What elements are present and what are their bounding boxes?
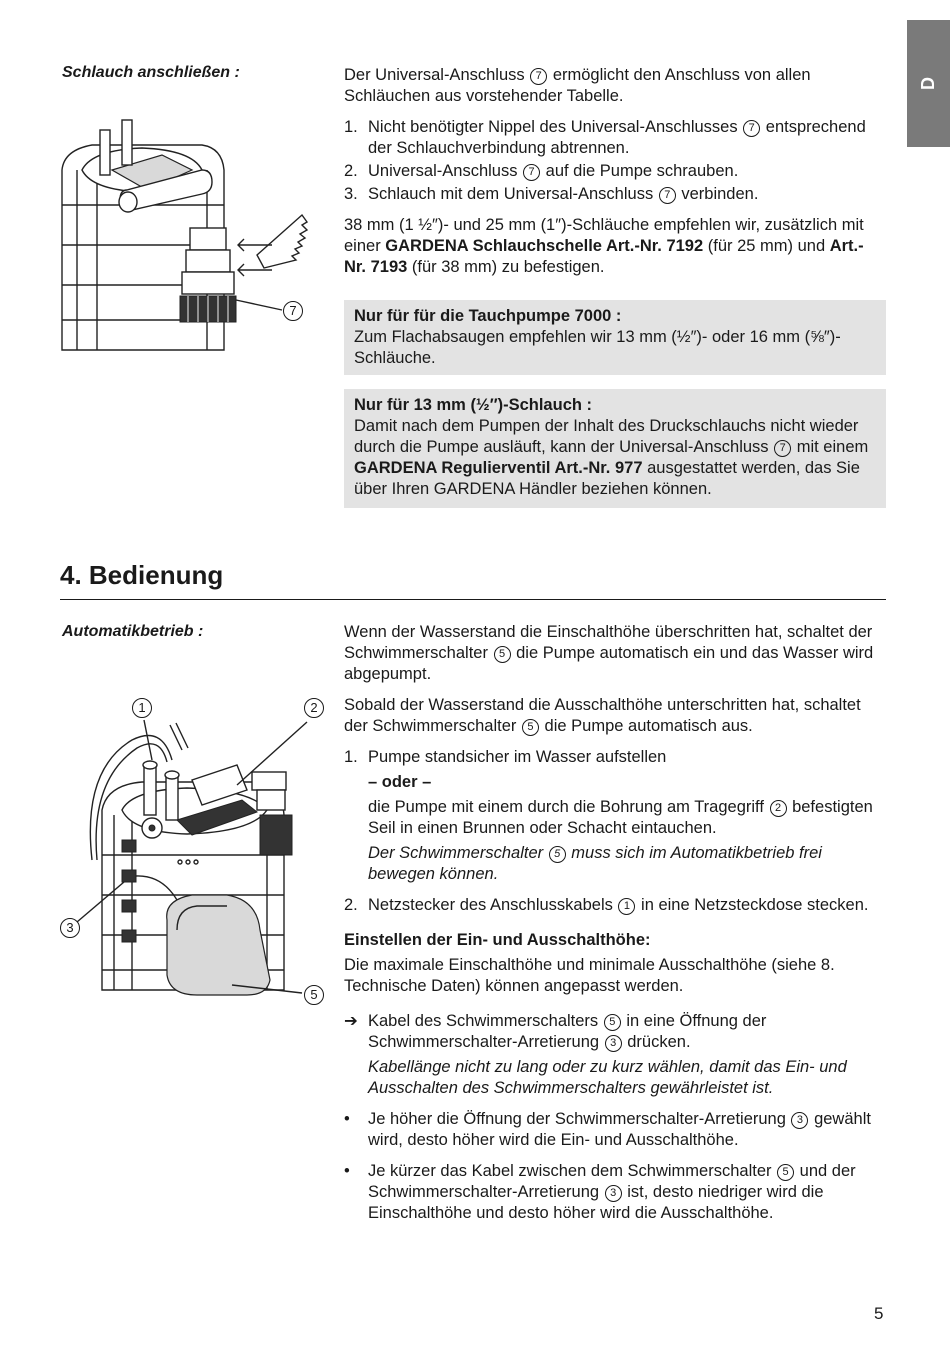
callout-3: 3 bbox=[59, 918, 81, 938]
section-auto-text bbox=[344, 622, 884, 1226]
info-box-13mm bbox=[344, 389, 886, 508]
arrow-instruction: ➔ Kabel des Schwimmerschalters 5 in eine Öffnung der Schwimmerschalter-Arretierung 3 drücken. Kabellänge nicht zu lang oder zu kurz wählen, damit das Ein- und Ausschalten des Schwimmerschalters gewährleistet ist. bbox=[344, 1012, 847, 1097]
auto-step-2: 2. Netzstecker des Anschlusskabels 1 in eine Netzsteckdose stecken. bbox=[344, 896, 869, 914]
info-box-13mm-title: Nur für 13 mm (½″)-Schlauch : bbox=[354, 396, 593, 414]
hose-intro: Der Universal-Anschluss 7 ermöglicht den Anschluss von allen Schläuchen aus vorstehender Tabelle. bbox=[344, 66, 811, 105]
info-box-7000-title: Nur für für die Tauchpumpe 7000 : bbox=[354, 307, 622, 325]
hose-clamp-note: 38 mm (1 ½″)- und 25 mm (1″)-Schläuche empfehlen wir, zusätzlich mit einer GARDENA Schlauchschelle Art.-Nr. 7192 (für 25 mm) und Art.-Nr. 7193 (für 38 mm) zu befestigen. bbox=[344, 216, 864, 276]
hose-step-2: 2. Universal-Anschluss 7 auf die Pumpe schrauben. bbox=[344, 162, 739, 180]
section-label-auto: Automatikbetrieb : bbox=[62, 623, 204, 640]
subheading-height: Einstellen der Ein- und Ausschalthöhe: bbox=[344, 931, 651, 949]
section-hose-text bbox=[344, 65, 884, 288]
bullet-2: • Je kürzer das Kabel zwischen dem Schwimmerschalter 5 und der Schwimmerschalter-Arretierung 3 ist, desto niedriger wird die Einschalthöhe und desto höher wird die Ausschalthöhe. bbox=[344, 1162, 856, 1222]
auto-step-1: 1. Pumpe standsicher im Wasser aufstellen – oder – die Pumpe mit einem durch die Bohrung am Tragegriff 2 befestigten Seil in einen Brunnen oder Schacht eintauchen. Der Schwimmerschalter 5 muss sich im Automatikbetrieb frei bewegen können. bbox=[344, 748, 873, 883]
hose-step-1: 1. Nicht benötigter Nippel des Universal-Anschlusses 7 entsprechend der Schlauchverbindung abtrennen. bbox=[344, 118, 866, 157]
heading-rule bbox=[60, 599, 886, 600]
language-tab-label: D bbox=[918, 77, 938, 90]
callout-2: 2 bbox=[303, 698, 325, 718]
info-box-13mm-text: Damit nach dem Pumpen der Inhalt des Druckschlauchs nicht wieder durch die Pumpe ausläuft, kann der Universal-Anschluss 7 mit einem GARDENA Regulierventil Art.-Nr. 977 ausgestattet werden, das Sie über Ihren GARDENA Händler beziehen können. bbox=[354, 417, 869, 498]
section-label-hose: Schlauch anschließen : bbox=[62, 64, 240, 81]
auto-p2: Sobald der Wasserstand die Ausschalthöhe unterschritten hat, schaltet der Schwimmerschalter 5 die Pumpe automatisch aus. bbox=[344, 696, 861, 735]
language-tab bbox=[907, 20, 950, 147]
hose-step-3: 3. Schlauch mit dem Universal-Anschluss 7 verbinden. bbox=[344, 185, 759, 203]
callout-7: 7 bbox=[282, 301, 304, 321]
auto-p1: Wenn der Wasserstand die Einschalthöhe überschritten hat, schaltet der Schwimmerschalter 5 die Pumpe automatisch ein und das Wasser wird abgepumpt. bbox=[344, 623, 874, 683]
callout-5: 5 bbox=[303, 985, 325, 1005]
info-box-7000-text: Zum Flachabsaugen empfehlen wir 13 mm (½″)- oder 16 mm (⅝″)-Schläuche. bbox=[354, 328, 841, 367]
page-number: 5 bbox=[874, 1304, 884, 1323]
height-intro: Die maximale Einschalthöhe und minimale Ausschalthöhe (siehe 8. Technische Daten) können angepasst werden. bbox=[344, 956, 835, 995]
bullet-1: • Je höher die Öffnung der Schwimmerschalter-Arretierung 3 gewählt wird, desto höher wird die Ein- und Ausschalthöhe. bbox=[344, 1110, 871, 1149]
pump-float-illustration bbox=[52, 690, 332, 1010]
callout-1: 1 bbox=[131, 698, 153, 718]
info-box-7000 bbox=[344, 300, 886, 375]
pump-connector-illustration bbox=[52, 110, 312, 355]
section-heading-bedienung: 4. Bedienung bbox=[60, 560, 224, 590]
